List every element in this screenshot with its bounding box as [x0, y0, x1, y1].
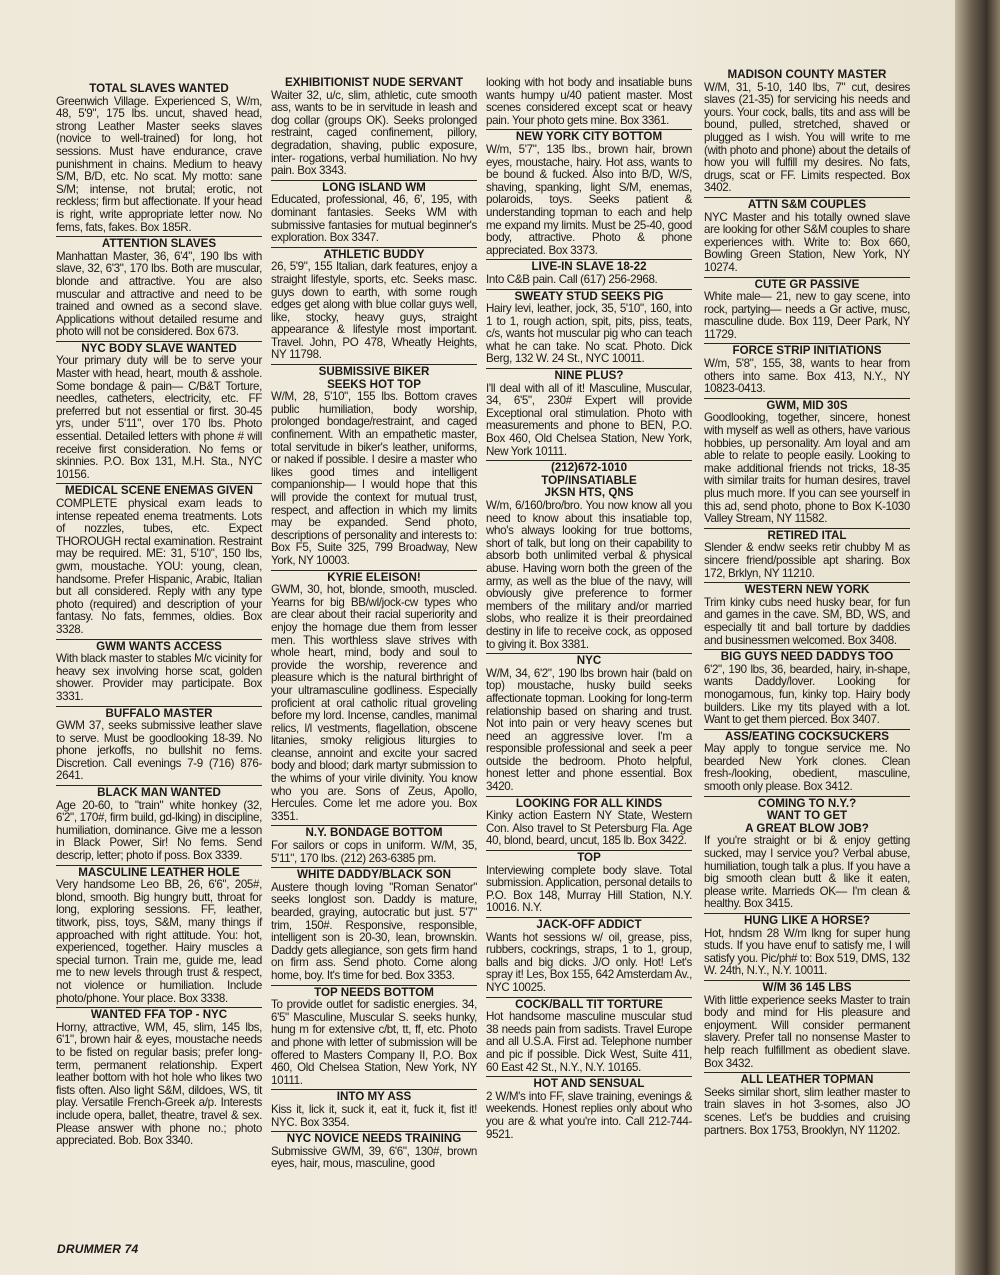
classified-ad	[704, 277, 910, 342]
classified-ad	[704, 649, 910, 727]
ad-title: TOP NEEDS BOTTOM	[314, 985, 434, 999]
ad-body: W/m, 5'8", 155, 38, wants to hear from others into same. Box 413, N.Y., NY 10823-0413.	[704, 357, 910, 396]
ad-title: ATTN S&M COUPLES	[747, 197, 867, 211]
ad-body: Waiter 32, u/c, slim, athletic, cute smooth ass, wants to be in servitude in leash and dog collar (groups OK). Seeks prolonged restraint, caged confinement, pillory, degradation, shaving, public exposure, inter- rogations, verbal humiliation. No hvy pain. Box 3343.	[271, 88, 477, 178]
classified-ad	[704, 398, 910, 526]
classified-ad	[486, 997, 692, 1075]
ad-body: Austere though loving "Roman Senator" seeks longlost son. Daddy is mature, bearded, graying, autocratic but just. 5'7" trim, 150#. Responsive, responsible, intelligent son is 20-30, lean, brownskin. Daddy gets allegiance, son gets firm hand on firm ass. Send photo. Come along home, boy. It's time for bed. Box 3353.	[271, 880, 477, 982]
ad-title: COCK/BALL TIT TORTURE	[515, 997, 663, 1011]
classified-ad	[704, 796, 910, 911]
ad-title: SWEATY STUD SEEKS PIG	[514, 289, 664, 303]
ad-body: May apply to tongue service me. No bearded New York clones. Clean fresh-/looking, obedient, masculine, smooth only please. Box 3412.	[704, 742, 910, 794]
column-2	[271, 76, 477, 1173]
ad-title: MASCULINE LEATHER HOLE	[78, 865, 240, 879]
classified-ad	[56, 865, 262, 1006]
classified-ad	[486, 653, 692, 794]
ad-body: With little experience seeks Master to train body and mind for His pleasure and enjoyment. Will consider permanent slavery. Prefer tall no nonsense Master to help reach fulfillment as obedient slave. Box 3432.	[704, 993, 910, 1070]
ad-title: SUBMISSIVE BIKER	[318, 365, 430, 379]
ad-title: BIG GUYS NEED DADDYS TOO	[720, 650, 894, 664]
ad-body: Interviewing complete body slave. Total submission. Application, personal details to P.O. Box 148, Murray Hill Station, N.Y. 10016. N.Y.	[486, 863, 692, 915]
ad-title: BLACK MAN WANTED	[97, 786, 221, 800]
classified-ad	[271, 1089, 477, 1129]
classified-ad	[56, 1007, 262, 1148]
classified-ad	[271, 570, 477, 824]
ad-body: Goodlooking, together, sincere, honest with myself as well as others, have various hobbies, up personality. Am loyal and am able to relate to people easily. Looking to make additional friends not tricks, 18-35 with similar traits for human desires, travel plus much more. If you can see yourself in this ad, send photo, phone to Box K-1030 Valley Stream, NY 11582.	[704, 411, 910, 526]
ad-title: EXHIBITIONIST NUDE SERVANT	[284, 76, 463, 89]
classified-ad	[704, 582, 910, 647]
ad-body: If you're straight or bi & enjoy getting sucked, may I service you? Verbal abuse, humiliation, tough talk a plus. If you have a big smooth clean butt & like it eaten, please write. Marrieds OK— I'm clean & healthy. Box 3415.	[704, 834, 910, 911]
ad-title: WHITE DADDY/BLACK SON	[297, 868, 451, 882]
classified-ad	[486, 76, 692, 127]
classified-ad	[271, 364, 477, 568]
ad-body: W/M, 34, 6'2", 190 lbs brown hair (bald on top) moustache, husky build seeks affectionate topman. Looking for long-term relationship based on sharing and trust. Not into pain or very heavy scenes but need an aggressive lover. I'm a responsible professional and seek a peer outside the bedroom. Photo helpful, honest letter and phone essential. Box 3420.	[486, 666, 692, 794]
ad-body: Very handsome Leo BB, 26, 6'6", 205#, blond, smooth. Big hungry butt, throat for long, exploring sessions. FF, leather, titwork, piss, toys, S&M, many things if approached with right attitude. You: hot, experienced, together. Hairy muscles a special turnon. Train me, guide me, lead me to new levels through trust & respect, not violence or humiliation. Include photo/phone. Your place. Box 3338.	[56, 878, 262, 1005]
page-edge-shadow	[955, 0, 1000, 1275]
ad-title: LONG ISLAND WM	[322, 180, 426, 194]
ad-title: ATHLETIC BUDDY	[323, 247, 425, 261]
ad-title: NINE PLUS?	[554, 369, 624, 383]
ad-body: GWM, 30, hot, blonde, smooth, muscled. Yearns for big BB/wl/jock-cw types who are clear about their racial superiority and enjoy the homage due them from lesser men. This worthless slave strives with whole heart, mind, body and soul to provide the worship, reverence and pleasure which is the natural birthright of your ultramasculine godliness. Especially proficient at oral catholic ritual groveling before my lord. Incense, candles, manimal relics, l/l vestments, flagellation, obscene litanies, smoky religious liturgies to cleanse, annoint and excite your sacred body and blood; dark martyr submission to the whims of your virile divinity. You know who you are. Sons of Zeus, Apollo, Hercules. Come let me adore you. Box 3351.	[271, 583, 477, 823]
ad-body: White male— 21, new to gay scene, into rock, partying— needs a Gr active, musc, masculine dude. Box 119, Deer Park, NY 11729.	[704, 290, 910, 341]
ad-body: Greenwich Village. Experienced S, W/m, 48, 5'9", 175 lbs. uncut, shaved head, strong Leather Master seeks slaves (novice to well-trained) for long, hot sessions. Must have endurance, crave punishment in chains. Medium to heavy S/M, B/D, etc. No scat. My motto: sane S/M; intense, not brutal; erotic, not reckless; firm but affectionate. If your head is right, write appropriate letter now. No fems, fats, fakes. Box 185R.	[56, 94, 262, 234]
ad-body: Educated, professional, 46, 6', 195, with dominant fantasies. Seeks WM with submissive fantasies for mutual beginner's exploration. Box 3347.	[271, 193, 477, 245]
ad-title: CUTE GR PASSIVE	[754, 277, 860, 291]
ad-title: WANTED FFA TOP - NYC	[90, 1008, 228, 1022]
ad-body: With black master to stables M/c vicinity for heavy sex involving horse scat, golden shower. Provider may participate. Box 3331.	[56, 652, 262, 703]
ad-body: NYC Master and his totally owned slave are looking for other S&M couples to share experiences with. Write to: Box 660, Bowling Green Station, New York, NY 10274.	[704, 210, 910, 274]
ad-title: FORCE STRIP INITIATIONS	[732, 344, 882, 358]
ad-body: Age 20-60, to "train" white honkey (32, 6'2", 170#, firm build, gd-lking) in discipline, humiliation, dominance. Give me a lesson in Black Power, Sir! No fems. Send descrip, letter; photo if poss. Box 3339.	[56, 798, 262, 863]
ad-body: 26, 5'9", 155 Italian, dark features, enjoy a straight lifestyle, sports, etc. Seeks masc. guys down to earth, with some rough edges get along with blue collar guys well, like, stocky, heavy guys, straight appearance & lifestyle most important. Travel. John, PO 478, Wheatly Heights, NY 11798.	[271, 260, 477, 362]
ad-title: NYC NOVICE NEEDS TRAINING	[286, 1132, 462, 1146]
ad-body: Slender & endw seeks retir chubby M as sincere friend/possible apt sharing. Box 172, Brklyn, NY 11210.	[704, 541, 910, 580]
classified-ad	[271, 1131, 477, 1171]
classified-ad	[56, 82, 262, 234]
ad-body: COMPLETE physical exam leads to intense repeated enema treatments. Lots of nozzles, tubes, etc. Expect THOROUGH rectal examination. Restraint may be required. ME: 31, 5'10", 150 lbs, gwm, moustache. YOU: young, clean, handsome. Prefer Hispanic, Arabic, Italian but all considered. Reply with any type photo (required) and description of your fantasy. No fats, femmes, oldies. Box 3328.	[56, 497, 262, 636]
classified-ad	[271, 180, 477, 245]
ad-body: Hot handsome masculine muscular stud 38 needs pain from sadists. Travel Europe and all U.S.A. First ad. Telephone number and pic if possible. Dick West, Suite 411, 60 East 42 St., N.Y., N.Y. 10165.	[486, 1010, 692, 1074]
ad-title: TOTAL SLAVES WANTED	[89, 82, 229, 95]
ad-body: Wants hot sessions w/ oil, grease, piss, rubbers, cockrings, straps, 1 to 1, group, balls and big dicks. J/O only. Hot! Let's spray it! Les, Box 155, 642 Amsterdam Av., NYC 10025.	[486, 930, 692, 994]
ad-body: Seeks similar short, slim leather master to train slaves in hot 3-somes, also JO scenes. Let's be buddies and cruising partners. Box 1753, Brooklyn, NY 11202.	[704, 1085, 910, 1137]
ad-body: To provide outlet for sadistic energies. 34, 6'5" Masculine, Muscular S. seeks hunky, hung m for extensive c/bt, tt, ff, etc. Photo and phone with letter of submission will be offered to Masters Company II, P.O. Box 460, Old Chelsea Station, New York, NY 10111.	[271, 998, 477, 1087]
ad-body: Kinky action Eastern NY State, Western Con. Also travel to St Petersburg Fla. Age 40, blond, beard, uncut, 185 lb. Box 3422.	[486, 809, 692, 848]
ad-title: COMING TO N.Y.?	[757, 796, 857, 810]
ad-title: SEEKS HOT TOP	[327, 377, 421, 391]
ad-title: NEW YORK CITY BOTTOM	[515, 130, 663, 144]
classified-ad	[271, 867, 477, 982]
ad-title: MEDICAL SCENE ENEMAS GIVEN	[65, 484, 253, 498]
ad-title: KYRIE ELEISON!	[327, 570, 421, 584]
ad-title: JKSN HTS, QNS	[544, 486, 634, 500]
classified-ad	[486, 1076, 692, 1141]
column-3	[486, 76, 692, 1143]
classified-ad	[704, 343, 910, 395]
classified-ad	[56, 706, 262, 784]
ad-title: GWM, MID 30S	[766, 398, 848, 412]
page-folio: DRUMMER 74	[57, 1242, 139, 1256]
ad-title: TOP/INSATIABLE	[541, 473, 637, 487]
classified-ad	[704, 729, 910, 794]
ad-title: INTO MY ASS	[336, 1090, 412, 1104]
ad-body: 2 W/M's into FF, slave training, evenings & weekends. Honest replies only about who you are & what you're into. Call 212-744-9521.	[486, 1089, 692, 1141]
ad-title: TOP	[577, 851, 601, 865]
ad-title: ALL LEATHER TOPMAN	[740, 1073, 874, 1087]
ad-body: GWM 37, seeks submissive leather slave to serve. Must be goodlooking 18-39. No phone jerkoffs, no bullshit no fems. Discretion. Call evenings 7-9 (716) 876-2641.	[56, 719, 262, 783]
ad-title: RETIRED ITAL	[767, 528, 847, 542]
classified-ad	[704, 913, 910, 978]
ad-title: LIVE-IN SLAVE 18-22	[531, 260, 647, 274]
classified-ad	[271, 247, 477, 362]
ad-body: Horny, attractive, WM, 45, slim, 145 lbs, 6'1", brown hair & eyes, moustache needs to be fisted on regular basis; prefer long-term, permanent relationship. Expert leather bottom with hot hole who likes two fists often. Also light S&M, dildoes, WS, tit play. Versatile French-Greek a/p. Interests include opera, ballet, theatre, travel & sex. Please answer with phone no.; photo appreciated. Bob. Box 3340.	[56, 1020, 262, 1148]
ad-title: ATTENTION SLAVES	[101, 237, 217, 251]
ad-title: WESTERN NEW YORK	[744, 583, 870, 597]
classified-ad	[704, 528, 910, 580]
ad-title: A GREAT BLOW JOB?	[745, 821, 869, 835]
column-1	[56, 82, 262, 1150]
ad-title: HUNG LIKE A HORSE?	[743, 914, 871, 927]
ad-body: 6'2", 190 lbs, 36, bearded, hairy, in-shape, wants Daddy/lover. Looking for monogamous, fun, kinky top. Hairy body builders. Like my tits played with a lot. Want to get them pierced. Box 3407.	[704, 662, 910, 727]
ad-title: NYC BODY SLAVE WANTED	[81, 341, 237, 355]
ad-body: Trim kinky cubs need husky bear, for fun and games in the cave. SM, BD, WS, and especially tit and ball torture by daddies and businessmen welcomed. Box 3408.	[704, 595, 910, 647]
classified-ad	[271, 76, 477, 178]
classified-ad	[486, 289, 692, 367]
classified-ad	[56, 639, 262, 704]
ad-body: Submissive GWM, 39, 6'6", 130#, brown eyes, hair, mous, masculine, good	[271, 1144, 477, 1171]
ad-title: (212)672-1010	[550, 461, 628, 475]
classified-ad	[56, 236, 262, 339]
classified-ad	[271, 985, 477, 1088]
classified-ad	[486, 259, 692, 286]
classified-ad	[271, 825, 477, 865]
classified-ad	[56, 341, 262, 482]
ad-body: I'll deal with all of it! Masculine, Muscular, 34, 6'5", 230# Expert will provide Exceptional oral stimulation. Photo with measurements and phone to BEN, P.O. Box 460, Old Chelsea Station, New York, New York 10111.	[486, 381, 692, 458]
ad-body: For sailors or cops in uniform. W/M, 35, 5'11", 170 lbs. (212) 263-6385 pm.	[271, 839, 477, 865]
classified-ad	[704, 197, 910, 275]
ad-title: MADISON COUNTY MASTER	[727, 68, 887, 81]
ad-body: Hot, hndsm 28 W/m lkng for super hung studs. If you have enuf to satisfy me, I will satisfy you. Pic/ph# to: Box 519, DMS, 132 W. 24th, N.Y., N.Y. 10011.	[704, 926, 910, 978]
ad-body: Into C&B pain. Call (617) 256-2968.	[486, 272, 658, 286]
ad-body: W/m, 6/160/bro/bro. You now know all you need to know about this insatiable top, who's always looking for true bottoms, short of talk, but long on their capability to absorb both unlimited verbal & physical abuse. Having worn both the green of the army, as well as the blue of the navy, will obviously give preference to former members of the military and/or married slobs, who realize it is their preordained destiny in life to receive cock, as opposed to giving it. Box 3381.	[486, 499, 692, 651]
ad-title: LOOKING FOR ALL KINDS	[515, 796, 663, 810]
ad-title: BUFFALO MASTER	[105, 706, 213, 720]
ad-title: W/M 36 145 LBS	[762, 980, 852, 994]
ad-title: N.Y. BONDAGE BOTTOM	[305, 826, 443, 840]
classified-ad	[56, 785, 262, 863]
classified-ad	[486, 917, 692, 995]
ad-body: looking with hot body and insatiable buns wants humpy u/40 patient master. Most scenes considered except scat or heavy pain. Your photo gets mine. Box 3361.	[486, 76, 692, 127]
classified-ad	[486, 460, 692, 651]
ad-title: ASS/EATING COCKSUCKERS	[724, 729, 890, 743]
ad-title: HOT AND SENSUAL	[533, 1077, 645, 1091]
classified-ad	[486, 129, 692, 257]
classified-ad	[704, 1072, 910, 1137]
ad-title: NYC	[576, 654, 602, 668]
classified-ad	[704, 980, 910, 1070]
classified-ad	[486, 368, 692, 458]
column-4	[704, 68, 910, 1139]
ad-body: Kiss it, lick it, suck it, eat it, fuck it, fist it! NYC. Box 3354.	[271, 1102, 477, 1129]
classified-ad	[56, 483, 262, 636]
ad-title: WANT TO GET	[766, 809, 848, 823]
classified-ad	[704, 68, 910, 195]
ad-body: W/M, 31, 5-10, 140 lbs, 7" cut, desires slaves (21-35) for servicing his needs and yours. Your cock, balls, tits and ass will be bound, pulled, stretched, shaved or plugged as I wish. You will write to me (with photo and phone) about the details of how you will fulfill my desires. No fats, drugs, scat or FF. Limits respected. Box 3402.	[704, 80, 910, 195]
ad-title: JACK-OFF ADDICT	[536, 918, 642, 931]
classified-ad	[486, 796, 692, 848]
classified-ad	[486, 850, 692, 915]
ad-body: W/m, 5'7", 135 lbs., brown hair, brown eyes, moustache, hairy. Hot ass, wants to be bound & fucked. Also into B/D, W/S, shaving, spanking, light S/M, enemas, polaroids, toys. Seeks patient & understanding topman to each and help me expand my limits. Must be 25-40, good body, attractive. Photo & phone appreciated. Box 3373.	[486, 142, 692, 257]
ad-body: Your primary duty will be to serve your Master with head, heart, mouth & asshole. Some bondage & pain— C/B&T Torture, needles, catheters, electricity, etc. FF preferred but not essential or first. 30-45 yrs, under 5'11", over 170 lbs. Photo essential. Detailed letters with phone # will receive first consideration. No fems or skinnies. P.O. Box 131, M.H. Sta., NYC 10156.	[56, 354, 262, 481]
ad-title: GWM WANTS ACCESS	[96, 639, 222, 653]
ad-body: Hairy levi, leather, jock, 35, 5'10", 160, into 1 to 1, rough action, spit, pits, piss, teats, c/s, wants hot muscular pig who can teach what he can take. No scat. Photo. Dick Berg, 132 W. 24 St., NYC 10011.	[486, 302, 692, 366]
ad-body: W/M, 28, 5'10", 155 lbs. Bottom craves public humiliation, body worship, prolonged bondage/restraint, and caged confinement. With an empathetic master, total servitude in biker's leather, uniforms, or naked if possible. I desire a master who likes good times and intelligent companionship— I would hope that this will provide the context for mutual trust, respect, and affection in which my limits may be expanded. Send photo, descriptions of personality and interests to: Box F5, Suite 325, 799 Broadway, New York, NY 10003.	[271, 390, 477, 567]
ad-body: Manhattan Master, 36, 6'4", 190 lbs with slave, 32, 6'3", 170 lbs. Both are muscular, blonde and attractive. You are also muscular and attractive and need to be trained and owned as a second slave. Applications without detailed resume and photo will not be considered. Box 673.	[56, 249, 262, 339]
